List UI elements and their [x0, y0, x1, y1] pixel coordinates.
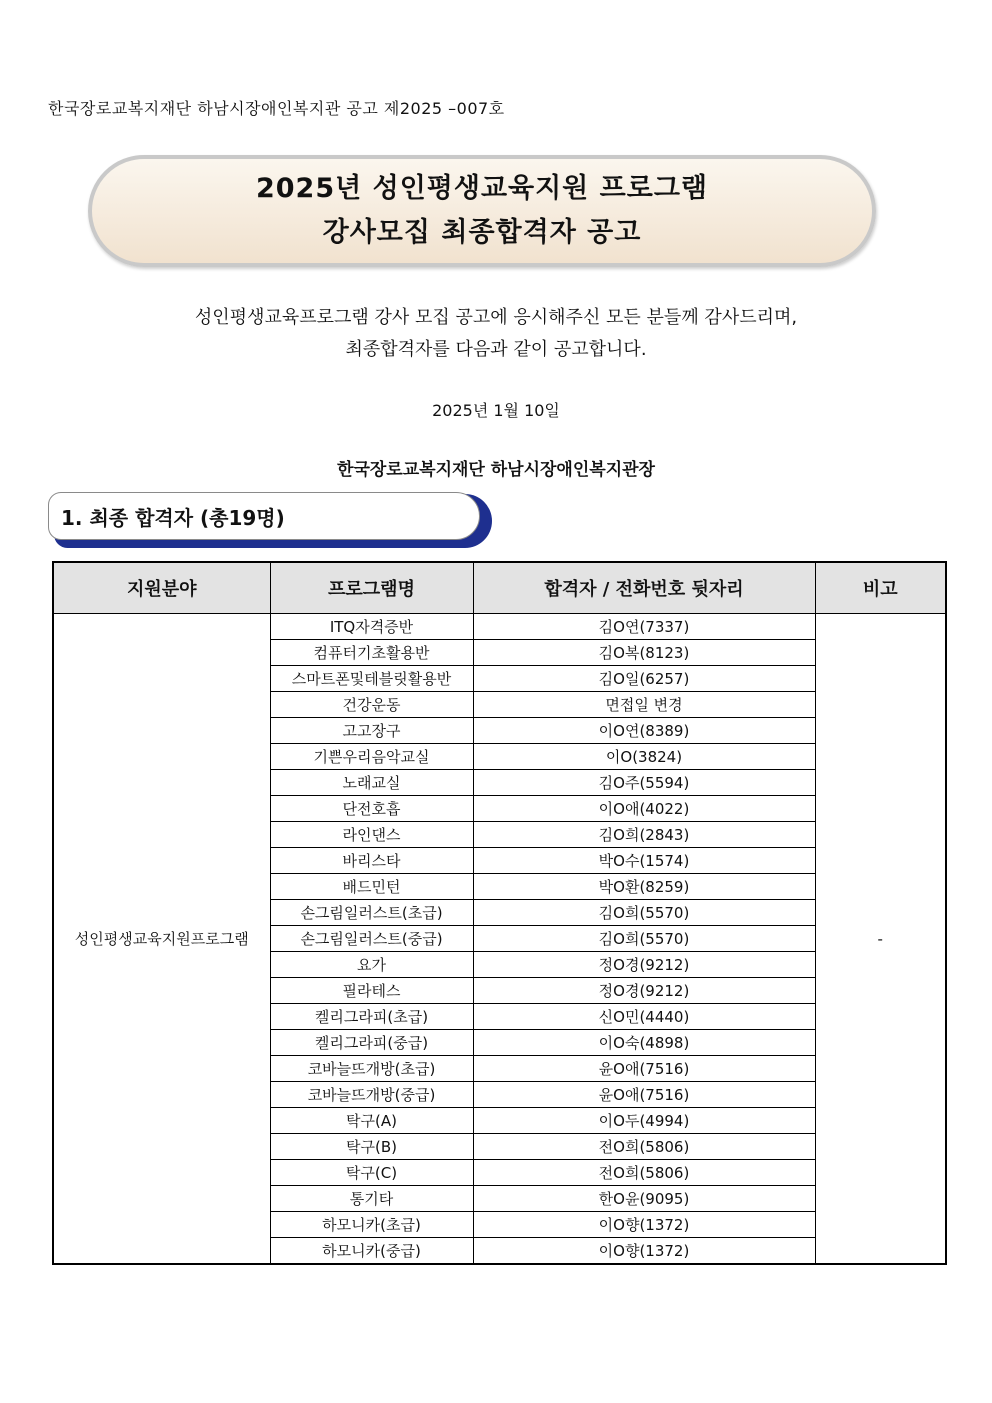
program-cell: 라인댄스 — [270, 822, 473, 848]
result-cell: 박O수(1574) — [473, 848, 815, 874]
title-line-1: 2025년 성인평생교육지원 프로그램 — [255, 173, 708, 204]
header-category: 지원분야 — [53, 562, 270, 614]
table-row — [53, 614, 946, 640]
table-header-row — [53, 562, 946, 614]
result-cell: 한O윤(9095) — [473, 1186, 815, 1212]
program-cell: 켈리그라피(초급) — [270, 1004, 473, 1030]
results-body — [53, 614, 946, 1265]
program-cell: 고고장구 — [270, 718, 473, 744]
result-cell: 면접일 변경 — [473, 692, 815, 718]
intro-line-1: 성인평생교육프로그램 강사 모집 공고에 응시해주신 모든 분들께 감사드리며, — [194, 307, 798, 328]
result-cell: 김O일(6257) — [473, 666, 815, 692]
result-cell: 김O희(5570) — [473, 900, 815, 926]
result-cell: 이O숙(4898) — [473, 1030, 815, 1056]
program-cell: 손그림일러스트(초급) — [270, 900, 473, 926]
program-cell: 필라테스 — [270, 978, 473, 1004]
program-cell: 컴퓨터기초활용반 — [270, 640, 473, 666]
program-cell: 통기타 — [270, 1186, 473, 1212]
title-line-2: 강사모집 최종합격자 공고 — [322, 217, 642, 248]
program-cell: 탁구(B) — [270, 1134, 473, 1160]
header-result: 합격자 / 전화번호 뒷자리 — [473, 562, 815, 614]
result-cell: 김O연(7337) — [473, 614, 815, 640]
issuer-name: 한국장로교복지재단 하남시장애인복지관장 — [337, 460, 655, 480]
program-cell: 단전호흡 — [270, 796, 473, 822]
program-cell: 기쁜우리음악교실 — [270, 744, 473, 770]
result-cell: 이O애(4022) — [473, 796, 815, 822]
title-banner — [88, 155, 876, 267]
result-cell: 전O희(5806) — [473, 1134, 815, 1160]
result-cell: 이O연(8389) — [473, 718, 815, 744]
program-cell: 탁구(A) — [270, 1108, 473, 1134]
result-cell: 김O주(5594) — [473, 770, 815, 796]
category-cell: 성인평생교육지원프로그램 — [53, 614, 270, 1265]
program-cell: 켈리그라피(중급) — [270, 1030, 473, 1056]
result-cell: 이O향(1372) — [473, 1238, 815, 1265]
program-cell: 요가 — [270, 952, 473, 978]
program-cell: 배드민턴 — [270, 874, 473, 900]
program-cell: 스마트폰및테블릿활용반 — [270, 666, 473, 692]
result-cell: 김O복(8123) — [473, 640, 815, 666]
result-cell: 이O향(1372) — [473, 1212, 815, 1238]
result-cell: 신O민(4440) — [473, 1004, 815, 1030]
program-cell: 탁구(C) — [270, 1160, 473, 1186]
result-cell: 김O희(5570) — [473, 926, 815, 952]
notice-number: 한국장로교복지재단 하남시장애인복지관 공고 제2025 –007호 — [48, 99, 505, 118]
result-cell: 정O경(9212) — [473, 952, 815, 978]
program-cell: ITQ자격증반 — [270, 614, 473, 640]
result-cell: 이O(3824) — [473, 744, 815, 770]
program-cell: 건강운동 — [270, 692, 473, 718]
header-program: 프로그램명 — [270, 562, 473, 614]
result-cell: 이O두(4994) — [473, 1108, 815, 1134]
result-cell: 전O희(5806) — [473, 1160, 815, 1186]
results-table — [52, 561, 947, 1265]
program-cell: 코바늘뜨개방(중급) — [270, 1082, 473, 1108]
program-cell: 하모니카(중급) — [270, 1238, 473, 1265]
program-cell: 노래교실 — [270, 770, 473, 796]
header-remark: 비고 — [815, 562, 946, 614]
result-cell: 윤O애(7516) — [473, 1056, 815, 1082]
result-cell: 윤O애(7516) — [473, 1082, 815, 1108]
program-cell: 바리스타 — [270, 848, 473, 874]
result-cell: 김O희(2843) — [473, 822, 815, 848]
intro-line-2: 최종합격자를 다음과 같이 공고합니다. — [345, 339, 647, 360]
result-cell: 박O환(8259) — [473, 874, 815, 900]
program-cell: 손그림일러스트(중급) — [270, 926, 473, 952]
section-heading: 1. 최종 합격자 (총19명) — [48, 492, 480, 540]
remark-cell: - — [815, 614, 946, 1265]
result-cell: 정O경(9212) — [473, 978, 815, 1004]
notice-date: 2025년 1월 10일 — [432, 401, 560, 420]
section-heading-tab — [48, 492, 492, 548]
program-cell: 코바늘뜨개방(초급) — [270, 1056, 473, 1082]
program-cell: 하모니카(초급) — [270, 1212, 473, 1238]
